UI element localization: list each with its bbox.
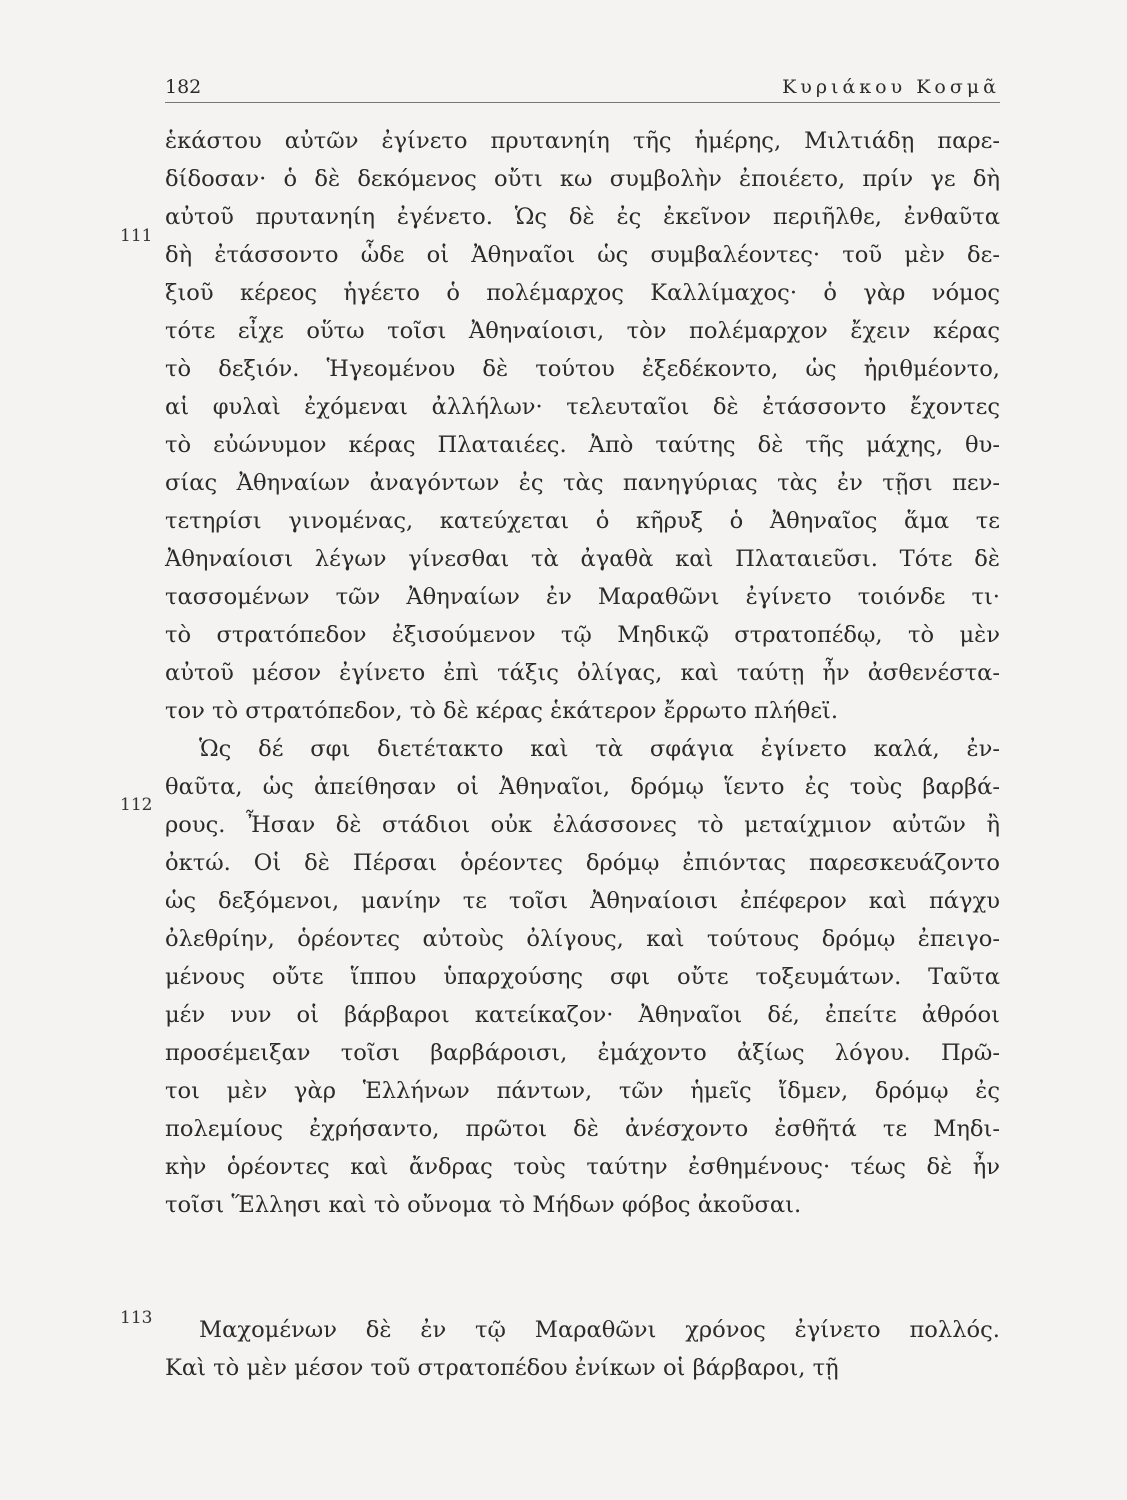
text-line: Μαχομένων δὲ ἐν τῷ Μαραθῶνι χρόνος ἐγίνετο πολλός. xyxy=(199,1317,1000,1343)
text-line: αὐτοῦ μέσον ἐγίνετο ἐπὶ τάξις ὀλίγας, καὶ ταύτῃ ἦν ἀσθενέστα- xyxy=(165,660,1000,686)
marginal-number: 111 xyxy=(120,226,153,246)
text-line: ξιοῦ κέρεος ἡγέετο ὁ πολέμαρχος Καλλίμαχος· ὁ γὰρ νόμος xyxy=(165,280,1000,306)
text-line: μέν νυν οἱ βάρβαροι κατείκαζον· Ἀθηναῖοι δέ, ἐπείτε ἀθρόοι xyxy=(165,1002,1000,1028)
text-line: τον τὸ στρατόπεδον, τὸ δὲ κέρας ἑκάτερον ἔρρωτο πλήθεϊ. xyxy=(165,698,839,724)
text-line: ὡς δεξόμενοι, μανίην τε τοῖσι Ἀθηναίοισι ἐπέφερον καὶ πάγχυ xyxy=(165,888,1000,914)
text-line: δὴ ἐτάσσοντο ὧδε οἱ Ἀθηναῖοι ὡς συμβαλέοντες· τοῦ μὲν δε- xyxy=(165,242,1000,268)
running-title: Κυριάκου Κοσμᾶ xyxy=(782,76,1000,98)
text-line: προσέμειξαν τοῖσι βαρβάροισι, ἐμάχοντο ἀξίως λόγου. Πρῶ- xyxy=(165,1040,1000,1066)
text-line: τασσομένων τῶν Ἀθηναίων ἐν Μαραθῶνι ἐγίνετο τοιόνδε τι· xyxy=(165,584,1000,610)
text-line: αὐτοῦ πρυτανηίη ἐγένετο. Ὡς δὲ ἐς ἐκεῖνον περιῆλθε, ἐνθαῦτα xyxy=(165,204,1000,230)
header-rule xyxy=(165,102,1000,103)
text-line: τότε εἶχε οὕτω τοῖσι Ἀθηναίοισι, τὸν πολέμαρχον ἔχειν κέρας xyxy=(165,318,1000,344)
text-line: τοῖσι Ἕλλησι καὶ τὸ οὔνομα τὸ Μήδων φόβος ἀκοῦσαι. xyxy=(165,1192,802,1218)
text-line: κὴν ὁρέοντες καὶ ἄνδρας τοὺς ταύτην ἐσθημένους· τέως δὲ ἦν xyxy=(165,1154,1000,1180)
text-line: Ὡς δέ σφι διετέτακτο καὶ τὰ σφάγια ἐγίνετο καλά, ἐν- xyxy=(199,736,1000,762)
text-line: μένους οὔτε ἵππου ὑπαρχούσης σφι οὔτε τοξευμάτων. Ταῦτα xyxy=(165,964,1000,990)
marginal-number: 113 xyxy=(120,1308,153,1328)
text-line: τὸ στρατόπεδον ἐξισούμενον τῷ Μηδικῷ στρατοπέδῳ, τὸ μὲν xyxy=(165,622,1000,648)
text-line: τὸ εὐώνυμον κέρας Πλαταιέες. Ἀπὸ ταύτης δὲ τῆς μάχης, θυ- xyxy=(165,432,1000,458)
text-line: τὸ δεξιόν. Ἡγεομένου δὲ τούτου ἐξεδέκοντο, ὡς ἠριθμέοντο, xyxy=(165,356,1000,382)
text-line: ρους. Ἦσαν δὲ στάδιοι οὐκ ἐλάσσονες τὸ μεταίχμιον αὐτῶν ἢ xyxy=(165,812,1000,838)
text-line: ὀκτώ. Οἱ δὲ Πέρσαι ὁρέοντες δρόμῳ ἐπιόντας παρεσκευάζοντο xyxy=(165,850,1000,876)
text-line: αἱ φυλαὶ ἐχόμεναι ἀλλήλων· τελευταῖοι δὲ ἐτάσσοντο ἔχοντες xyxy=(165,394,1000,420)
text-line: σίας Ἀθηναίων ἀναγόντων ἐς τὰς πανηγύριας τὰς ἐν τῇσι πεν- xyxy=(165,470,1000,496)
text-line: τετηρίσι γινομένας, κατεύχεται ὁ κῆρυξ ὁ Ἀθηναῖος ἅμα τε xyxy=(165,508,1000,534)
text-line: δίδοσαν· ὁ δὲ δεκόμενος οὔτι κω συμβολὴν ἐποιέετο, πρίν γε δὴ xyxy=(165,166,1000,192)
text-line: Καὶ τὸ μὲν μέσον τοῦ στρατοπέδου ἐνίκων οἱ βάρβαροι, τῇ xyxy=(165,1355,839,1381)
text-line: τοι μὲν γὰρ Ἑλλήνων πάντων, τῶν ἡμεῖς ἴδμεν, δρόμῳ ἐς xyxy=(165,1078,1000,1104)
text-line: ὀλεθρίην, ὁρέοντες αὐτοὺς ὀλίγους, καὶ τούτους δρόμῳ ἐπειγο- xyxy=(165,926,1000,952)
page-header xyxy=(165,70,1000,106)
text-line: ἑκάστου αὐτῶν ἐγίνετο πρυτανηίη τῆς ἡμέρης, Μιλτιάδῃ παρε- xyxy=(165,128,1000,154)
page-number: 182 xyxy=(165,76,202,98)
marginal-number: 112 xyxy=(120,795,153,815)
text-line: Ἀθηναίοισι λέγων γίνεσθαι τὰ ἀγαθὰ καὶ Πλαταιεῦσι. Τότε δὲ xyxy=(165,546,1000,572)
text-line: θαῦτα, ὡς ἀπείθησαν οἱ Ἀθηναῖοι, δρόμῳ ἵεντο ἐς τοὺς βαρβά- xyxy=(165,774,1000,800)
text-line: πολεμίους ἐχρήσαντο, πρῶτοι δὲ ἀνέσχοντο ἐσθῆτά τε Μηδι- xyxy=(165,1116,1000,1142)
